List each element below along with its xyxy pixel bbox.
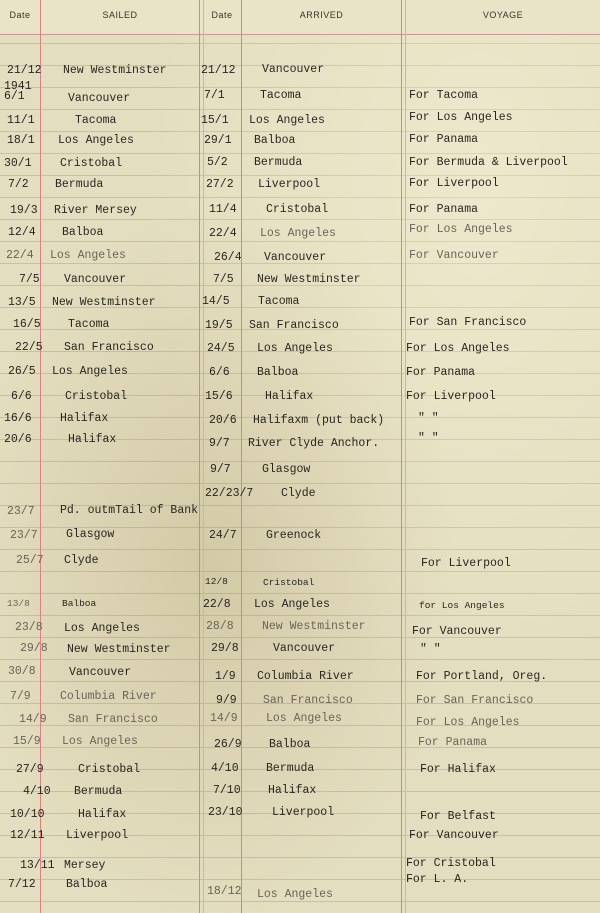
sailed-date: 22/5 <box>15 341 43 354</box>
voyage: For Vancouver <box>409 249 499 262</box>
sailed-port: River Mersey <box>54 204 137 217</box>
sailed-date: 29/8 <box>20 642 48 655</box>
sailed-date: 7/2 <box>8 178 29 191</box>
arrived-date: 21/12 <box>201 64 236 77</box>
sailed-port: Clyde <box>64 554 99 567</box>
sailed-date: 23/7 <box>7 505 35 518</box>
sailed-date: 27/9 <box>16 763 44 776</box>
arrived-date: 26/9 <box>214 738 242 751</box>
arrived-date: 22/4 <box>209 227 237 240</box>
arrived-port: Halifax <box>268 784 317 797</box>
sailed-port: Mersey <box>64 859 106 872</box>
arrived-date: 24/5 <box>207 342 235 355</box>
sailed-date: 15/9 <box>13 735 41 748</box>
sailed-port: Los Angeles <box>50 249 126 262</box>
sailed-date: 30/8 <box>8 665 36 678</box>
voyage: For Panama <box>406 366 476 379</box>
voyage: For Panama <box>409 133 479 146</box>
sailed-date: 18/1 <box>7 134 35 147</box>
sailed-date: 12/11 <box>10 829 45 842</box>
voyage: For Vancouver <box>409 829 499 842</box>
arrived-port: Liverpool <box>258 178 321 191</box>
sailed-port: Vancouver <box>69 666 132 679</box>
sailed-port: New Westminster <box>52 296 156 309</box>
arrived-date: 19/5 <box>205 319 233 332</box>
sailed-date: 30/1 <box>4 157 32 170</box>
arrived-port: Greenock <box>266 529 322 542</box>
voyage: For Liverpool <box>406 390 496 403</box>
voyage: For Bermuda & Liverpool <box>409 156 568 169</box>
voyage: For Los Angeles <box>409 223 513 236</box>
arrived-date: 14/5 <box>202 295 230 308</box>
arrived-port: Liverpool <box>272 806 335 819</box>
arrived-port: New Westminster <box>257 273 361 286</box>
sailed-date: 10/10 <box>10 808 45 821</box>
sailed-port: Halifax <box>78 808 127 821</box>
sailed-date: 7/5 <box>19 273 40 286</box>
arrived-port: Balboa <box>254 134 296 147</box>
arrived-date: 23/10 <box>208 806 243 819</box>
sailed-date: 23/8 <box>15 621 43 634</box>
voyage: For Los Angeles <box>406 342 510 355</box>
sailed-date: 13/5 <box>8 296 36 309</box>
rule-arrived-left <box>241 0 242 913</box>
arrived-port: Los Angeles <box>260 227 336 240</box>
arrived-date: 20/6 <box>209 414 237 427</box>
voyage: for Los Angeles <box>419 600 505 611</box>
arrived-date: 7/10 <box>213 784 241 797</box>
sailed-port: Halifax <box>60 412 109 425</box>
arrived-port: Los Angeles <box>257 342 333 355</box>
voyage: For Panama <box>409 203 479 216</box>
arrived-date: 1/9 <box>215 670 236 683</box>
header-date-left: Date <box>9 10 31 20</box>
sailed-date: 6/1 <box>4 90 25 103</box>
sailed-date: 13/8 <box>7 598 30 609</box>
sailed-port: Los Angeles <box>62 735 138 748</box>
arrived-port: Halifaxm (put back) <box>253 414 385 427</box>
sailed-date: 16/6 <box>4 412 32 425</box>
arrived-date: 5/2 <box>207 156 228 169</box>
sailed-port: Cristobal <box>78 763 141 776</box>
sailed-date: 12/4 <box>8 226 36 239</box>
voyage: " " <box>418 432 439 445</box>
voyage: For San Francisco <box>416 694 534 707</box>
sailed-date: 4/10 <box>23 785 51 798</box>
voyage: For Portland, Oreg. <box>416 670 548 683</box>
sailed-port: Vancouver <box>68 92 131 105</box>
sailed-port: New Westminster <box>63 64 167 77</box>
sailed-date: 19/3 <box>10 204 38 217</box>
arrived-port: Vancouver <box>273 642 336 655</box>
arrived-port: Tacoma <box>260 89 302 102</box>
arrived-port: Balboa <box>269 738 311 751</box>
sailed-port: Los Angeles <box>58 134 134 147</box>
arrived-date: 9/7 <box>209 437 230 450</box>
voyage: For Cristobal <box>406 857 496 870</box>
voyage: For San Francisco <box>409 316 527 329</box>
sailed-port: Bermuda <box>74 785 123 798</box>
arrived-port: Balboa <box>257 366 299 379</box>
sailed-port: San Francisco <box>64 341 154 354</box>
arrived-date: 24/7 <box>209 529 237 542</box>
sailed-date: 6/6 <box>11 390 32 403</box>
arrived-date: 26/4 <box>214 251 242 264</box>
arrived-port: River Clyde Anchor. <box>248 437 380 450</box>
arrived-date: 9/7 <box>210 463 231 476</box>
header-sailed: SAILED <box>102 10 138 20</box>
arrived-date: 29/1 <box>204 134 232 147</box>
arrived-date: 27/2 <box>206 178 234 191</box>
sailed-date: 26/5 <box>8 365 36 378</box>
sailed-port: Columbia River <box>60 690 157 703</box>
arrived-port: New Westminster <box>262 620 366 633</box>
arrived-port: Bermuda <box>254 156 303 169</box>
arrived-date: 15/6 <box>205 390 233 403</box>
sailed-port: Tacoma <box>75 114 117 127</box>
arrived-port: Cristobal <box>266 203 329 216</box>
sailed-port: Bermuda <box>55 178 104 191</box>
sailed-date: 23/7 <box>10 529 38 542</box>
sailed-port: Glasgow <box>66 528 115 541</box>
arrived-date: 9/9 <box>216 694 237 707</box>
voyage: " " <box>420 643 441 656</box>
sailed-port: Los Angeles <box>52 365 128 378</box>
rule-arrived-date-left <box>199 0 200 913</box>
arrived-port: Vancouver <box>264 251 327 264</box>
sailed-port: San Francisco <box>68 713 158 726</box>
voyage: For Vancouver <box>412 625 502 638</box>
sailed-port: Cristobal <box>65 390 128 403</box>
arrived-date: 11/4 <box>209 203 237 216</box>
voyage: For Panama <box>418 736 488 749</box>
arrived-port: San Francisco <box>249 319 339 332</box>
sailed-port: Tacoma <box>68 318 110 331</box>
arrived-date: 18/12 <box>207 885 242 898</box>
arrived-port: Tacoma <box>258 295 300 308</box>
arrived-port: Los Angeles <box>249 114 325 127</box>
arrived-port: Cristobal <box>263 577 315 588</box>
sailed-date: 7/9 <box>10 690 31 703</box>
header-arrived: ARRIVED <box>299 10 344 20</box>
sailed-port: Vancouver <box>64 273 127 286</box>
sailed-date: 22/4 <box>6 249 34 262</box>
rule-voyage-left-double <box>405 0 406 913</box>
arrived-port: Glasgow <box>262 463 311 476</box>
sailed-date: 14/9 <box>19 713 47 726</box>
arrived-port: Halifax <box>265 390 314 403</box>
arrived-date: 22/8 <box>203 598 231 611</box>
arrived-date: 4/10 <box>211 762 239 775</box>
arrived-port: Los Angeles <box>257 888 333 901</box>
arrived-date: 28/8 <box>206 620 234 633</box>
sailed-date: 21/12 <box>7 64 42 77</box>
sailed-date: 16/5 <box>13 318 41 331</box>
voyage: For Los Angeles <box>416 716 520 729</box>
sailed-date: 25/7 <box>16 554 44 567</box>
sailed-port: Pd. outmTail of Bank <box>60 504 199 517</box>
arrived-port: Clyde <box>281 487 316 500</box>
sailed-date: 20/6 <box>4 433 32 446</box>
arrived-date: 12/8 <box>205 576 228 587</box>
sailed-port: Halifax <box>68 433 117 446</box>
sailed-date: 7/12 <box>8 878 36 891</box>
arrived-port: Bermuda <box>266 762 315 775</box>
sailed-port: Balboa <box>62 226 104 239</box>
voyage: For Halifax <box>420 763 496 776</box>
sailed-port: Cristobal <box>60 157 123 170</box>
voyage: " " <box>418 412 439 425</box>
sailed-port: Balboa <box>66 878 108 891</box>
arrived-port: Vancouver <box>262 63 325 76</box>
arrived-date: 29/8 <box>211 642 239 655</box>
voyage: For Belfast <box>420 810 496 823</box>
sailed-date: 11/1 <box>7 114 35 127</box>
voyage: For Los Angeles <box>409 111 513 124</box>
sailed-port: Liverpool <box>66 829 129 842</box>
voyage: For Tacoma <box>409 89 479 102</box>
sailed-date: 13/11 <box>20 859 55 872</box>
arrived-date: 15/1 <box>201 114 229 127</box>
arrived-port: Los Angeles <box>266 712 342 725</box>
rule-voyage-left <box>401 0 402 913</box>
year-note: 1941 <box>4 80 32 93</box>
arrived-port: Los Angeles <box>254 598 330 611</box>
sailed-port: New Westminster <box>67 643 171 656</box>
voyage: For L. A. <box>406 873 469 886</box>
arrived-port: Columbia River <box>257 670 354 683</box>
sailed-port: Balboa <box>62 598 97 609</box>
arrived-date: 7/1 <box>204 89 225 102</box>
header-voyage: VOYAGE <box>482 10 524 20</box>
arrived-date: 22/23/7 <box>205 487 254 500</box>
arrived-date: 14/9 <box>210 712 238 725</box>
arrived-date: 6/6 <box>209 366 230 379</box>
voyage: For Liverpool <box>409 177 499 190</box>
arrived-port: San Francisco <box>263 694 353 707</box>
arrived-date: 7/5 <box>213 273 234 286</box>
header-date-right: Date <box>211 10 233 20</box>
voyage: For Liverpool <box>421 557 511 570</box>
sailed-port: Los Angeles <box>64 622 140 635</box>
